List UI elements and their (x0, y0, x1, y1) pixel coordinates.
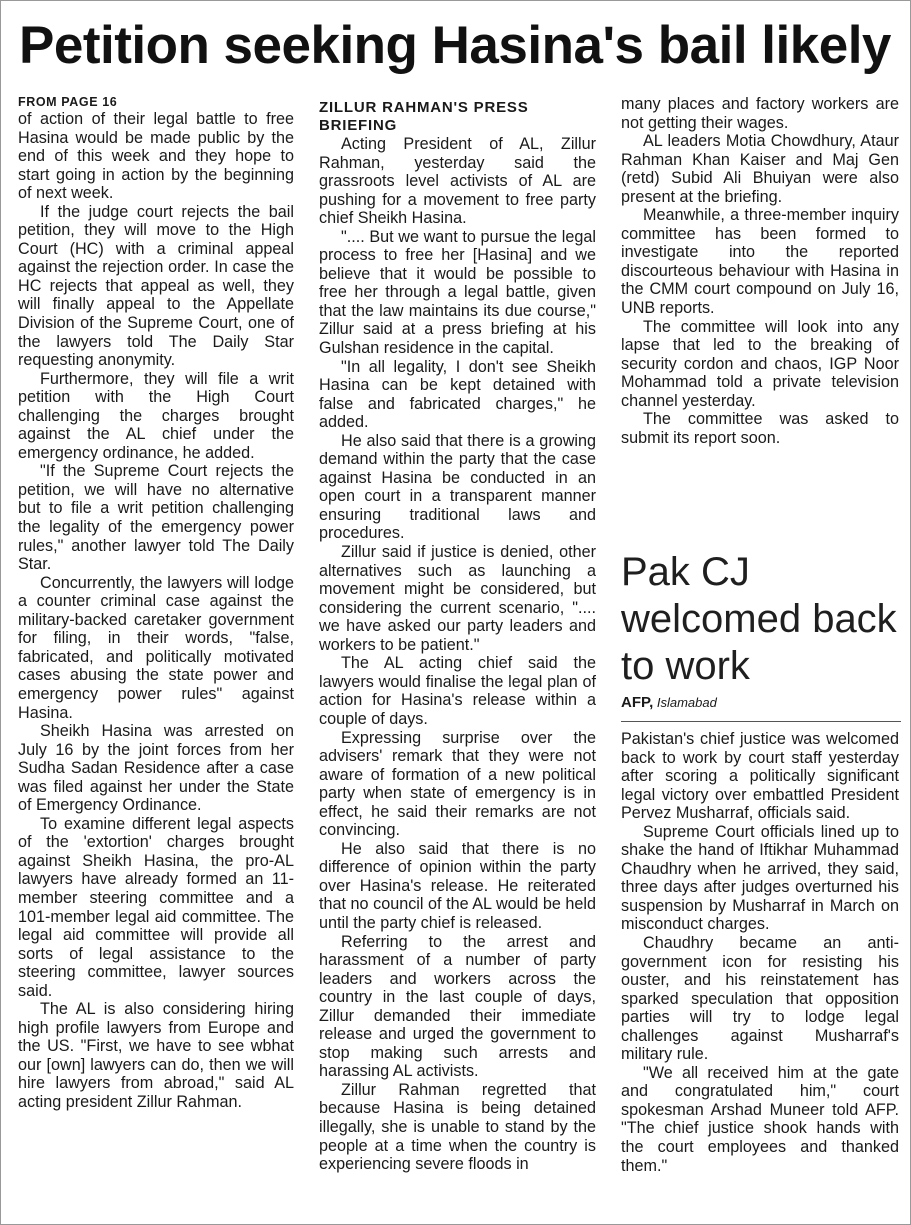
paragraph: He also said that there is a growing demand within the party that the case against Hasina be conducted in an open court in a transparent manner ensuring traditional laws and procedures. (319, 431, 596, 543)
paragraph: Zillur Rahman regretted that because Hasina is being detained illegally, she is unable to stand by the people at a time when the country is experiencing severe floods in (319, 1080, 596, 1174)
main-headline: Petition seeking Hasina's bail likely (19, 16, 891, 75)
section-subhead: ZILLUR RAHMAN'S PRESS BRIEFING (319, 99, 529, 134)
article-column-2 (319, 95, 596, 1174)
paragraph: Chaudhry became an anti-government icon for resisting his ouster, and his reinstatement has sparked speculation that opposition parties will try to lodge legal challenges against Musharraf's military rule. (621, 934, 899, 1064)
paragraph: Referring to the arrest and harassment of a number of party leaders and workers across the country in the last couple of days, Zillur demanded their immediate release and urged the government to stop making such arrests and harassing AL activists. (319, 932, 596, 1081)
paragraph: The committee will look into any lapse that led to the breaking of security cordon and chaos, IGP Noor Mohammad told a private television channel yesterday. (621, 317, 899, 410)
article-column-1 (18, 95, 294, 1112)
paragraph: many places and factory workers are not getting their wages. (621, 95, 899, 132)
byline (621, 695, 901, 711)
paragraph: The AL is also considering hiring high profile lawyers from Europe and the US. "First, we have to see wbhat our [own] lawyers can do, then we will hire lawyers from abroad," said AL acting president Zillur Rahman. (18, 1000, 294, 1111)
secondary-article-body (621, 730, 899, 1175)
paragraph: To examine different legal aspects of the 'extortion' charges brought against Sheikh Hasina, the pro-AL lawyers have already formed an 11-member steering committee and a 101-member legal aid committee. The legal aid committee will provide all sorts of legal assistance to the steering committee, lawyer sources said. (18, 814, 294, 1000)
paragraph: "We all received him at the gate and congratulated him," court spokesman Arshad Muneer told AFP. "The chief justice shook hands with the court employees and thanked them." (621, 1063, 899, 1175)
continued-from-kicker: FROM PAGE 16 (18, 95, 118, 109)
paragraph: "If the Supreme Court rejects the petition, we will have no alternative but to file a writ petition challenging the legality of the emergency power rules," another lawyer told The Daily Star. (18, 462, 294, 574)
paragraph: Supreme Court officials lined up to shake the hand of Iftikhar Muhammad Chaudhry when he arrived, they said, three days after judges overturned his suspension by Musharraf in March on misconduct charges. (621, 822, 899, 934)
secondary-headline: Pak CJ welcomed back to work (621, 550, 897, 688)
divider (621, 721, 901, 722)
byline-dateline: Islamabad (656, 695, 717, 710)
paragraph: Acting President of AL, Zillur Rahman, yesterday said the grassroots level activists of AL are pushing for a movement to free party chief Sheikh Hasina. (319, 135, 596, 228)
paragraph: If the judge court rejects the bail petition, they will move to the High Court (HC) with a criminal appeal against the rejection order. In case the HC rejects that appeal as well, they will finally appeal to the Appellate Division of the Supreme Court, one of the lawyers told The Daily Star requesting anonymity. (18, 202, 294, 370)
paragraph: Sheikh Hasina was arrested on July 16 by the joint forces from her Sudha Sadan Residence after a case was filed against her under the State of Emergency Ordinance. (18, 722, 294, 815)
paragraph: Furthermore, they will file a writ petition with the High Court challenging the charges brought against the AL chief under the emergency ordinance, he added. (18, 369, 294, 462)
byline-agency: AFP, (621, 694, 654, 711)
article-column-3 (621, 95, 899, 447)
paragraph: Pakistan's chief justice was welcomed back to work by court staff yesterday after scoring a politically significant legal victory over embattled President Pervez Musharraf, officials said. (621, 730, 899, 823)
paragraph: of action of their legal battle to free Hasina would be made public by the end of this week and they hope to start going in action by the beginning of next week. (18, 110, 294, 203)
paragraph: Meanwhile, a three-member inquiry committee has been formed to investigate into the reported discourteous behaviour with Hasina in the CMM court compound on July 16, UNB reports. (621, 206, 899, 318)
paragraph: Expressing surprise over the advisers' remark that they were not aware of formation of a new political party when state of emergency is in effect, he said their remarks are not convincing. (319, 728, 596, 840)
paragraph: "In all legality, I don't see Sheikh Hasina can be kept detained with false and fabricated charges," he added. (319, 357, 596, 432)
paragraph: Concurrently, the lawyers will lodge a counter criminal case against the military-backed caretaker government for filing, in their words, "false, fabricated, and politically motivated cases abusing the state power and emergency power rules" against Hasina. (18, 573, 294, 722)
paragraph: ".... But we want to pursue the legal process to free her [Hasina] and we believe that it would be possible to free her through a legal battle, given that the law maintains its due course," Zillur said at a press briefing at his Gulshan residence in the capital. (319, 227, 596, 358)
paragraph: Zillur said if justice is denied, other alternatives such as launching a movement might be considered, but considering the current scenario, ".... we have asked our party leaders and workers to be patient." (319, 543, 596, 654)
paragraph: The AL acting chief said the lawyers would finalise the legal plan of action for Hasina's release within a couple of days. (319, 654, 596, 728)
paragraph: He also said that there is no difference of opinion within the party over Hasina's release. He reiterated that no council of the AL would be held until the party chief is released. (319, 839, 596, 932)
paragraph: AL leaders Motia Chowdhury, Ataur Rahman Khan Kaiser and Maj Gen (retd) Subid Ali Bhuiyan were also present at the briefing. (621, 132, 899, 206)
paragraph: The committee was asked to submit its report soon. (621, 410, 899, 447)
